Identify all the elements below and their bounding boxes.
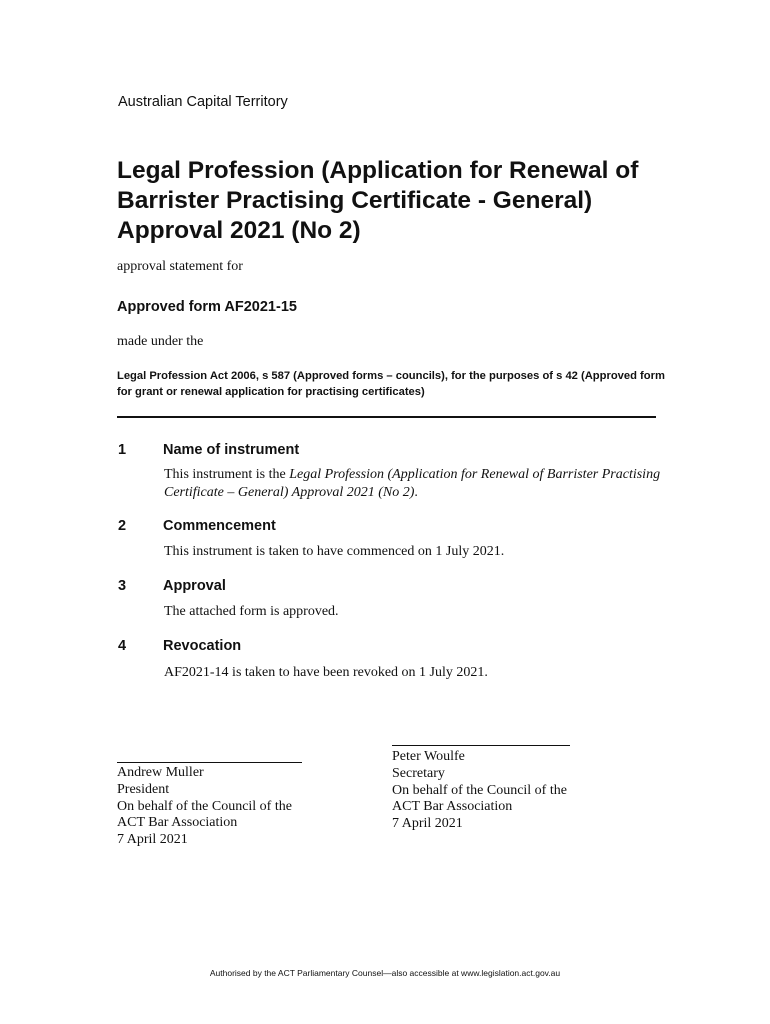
section-1-number: 1: [118, 442, 127, 458]
section-divider: [117, 416, 656, 418]
signatory-right-behalf-1: On behalf of the Council of the: [392, 782, 567, 798]
instrument-name: Legal Profession (Application for Renewal of Barrister Practising Certificate – General) Approval 2021 (No 2): [164, 467, 661, 500]
section-1-body-prefix: This instrument is the: [164, 467, 290, 482]
signatory-right-date: 7 April 2021: [392, 816, 463, 832]
section-4-number: 4: [118, 638, 127, 654]
section-1-heading: Name of instrument: [163, 442, 300, 458]
signatory-left-behalf-1: On behalf of the Council of the: [117, 798, 292, 814]
section-1-body: [164, 466, 664, 502]
section-3-body: The attached form is approved.: [164, 604, 339, 619]
section-2-number: 2: [118, 518, 127, 534]
signatory-right: [392, 749, 567, 833]
section-2-heading: Commencement: [163, 518, 276, 534]
signatory-right-name: Peter Woulfe: [392, 749, 465, 764]
signature-line-right: [392, 745, 570, 746]
signatory-left-behalf-2: ACT Bar Association: [117, 815, 238, 831]
signatory-left: [117, 765, 292, 849]
signatory-left-date: 7 April 2021: [117, 832, 188, 848]
section-1-body-suffix: .: [414, 485, 418, 500]
signatory-right-role: Secretary: [392, 765, 445, 781]
authority-citation: Legal Profession Act 2006, s 587 (Approved forms – councils), for the purposes of s 42 (Approved form for grant or renewal application for practising certificates): [117, 370, 665, 398]
footer-authorisation: Authorised by the ACT Parliamentary Counsel—also accessible at www.legislation.act.gov.au: [209, 968, 561, 978]
form-title: Approved form AF2021-15: [117, 299, 297, 315]
section-3-heading: Approval: [163, 578, 226, 594]
statement-label: approval statement for: [117, 259, 243, 274]
signatory-right-behalf-2: ACT Bar Association: [392, 799, 513, 815]
section-2-body: This instrument is taken to have commenced on 1 July 2021.: [164, 544, 505, 559]
signatory-left-name: Andrew Muller: [117, 765, 204, 780]
document-title: Legal Profession (Application for Renewal of Barrister Practising Certificate - General) Approval 2021 (No 2): [117, 157, 639, 244]
jurisdiction-label: Australian Capital Territory: [118, 94, 288, 110]
made-under-label: made under the: [117, 334, 204, 349]
signature-line-left: [117, 762, 302, 763]
section-4-heading: Revocation: [163, 638, 242, 654]
section-4-body: AF2021-14 is taken to have been revoked on 1 July 2021.: [164, 665, 488, 680]
section-3-number: 3: [118, 578, 127, 594]
signatory-left-role: President: [117, 781, 170, 797]
